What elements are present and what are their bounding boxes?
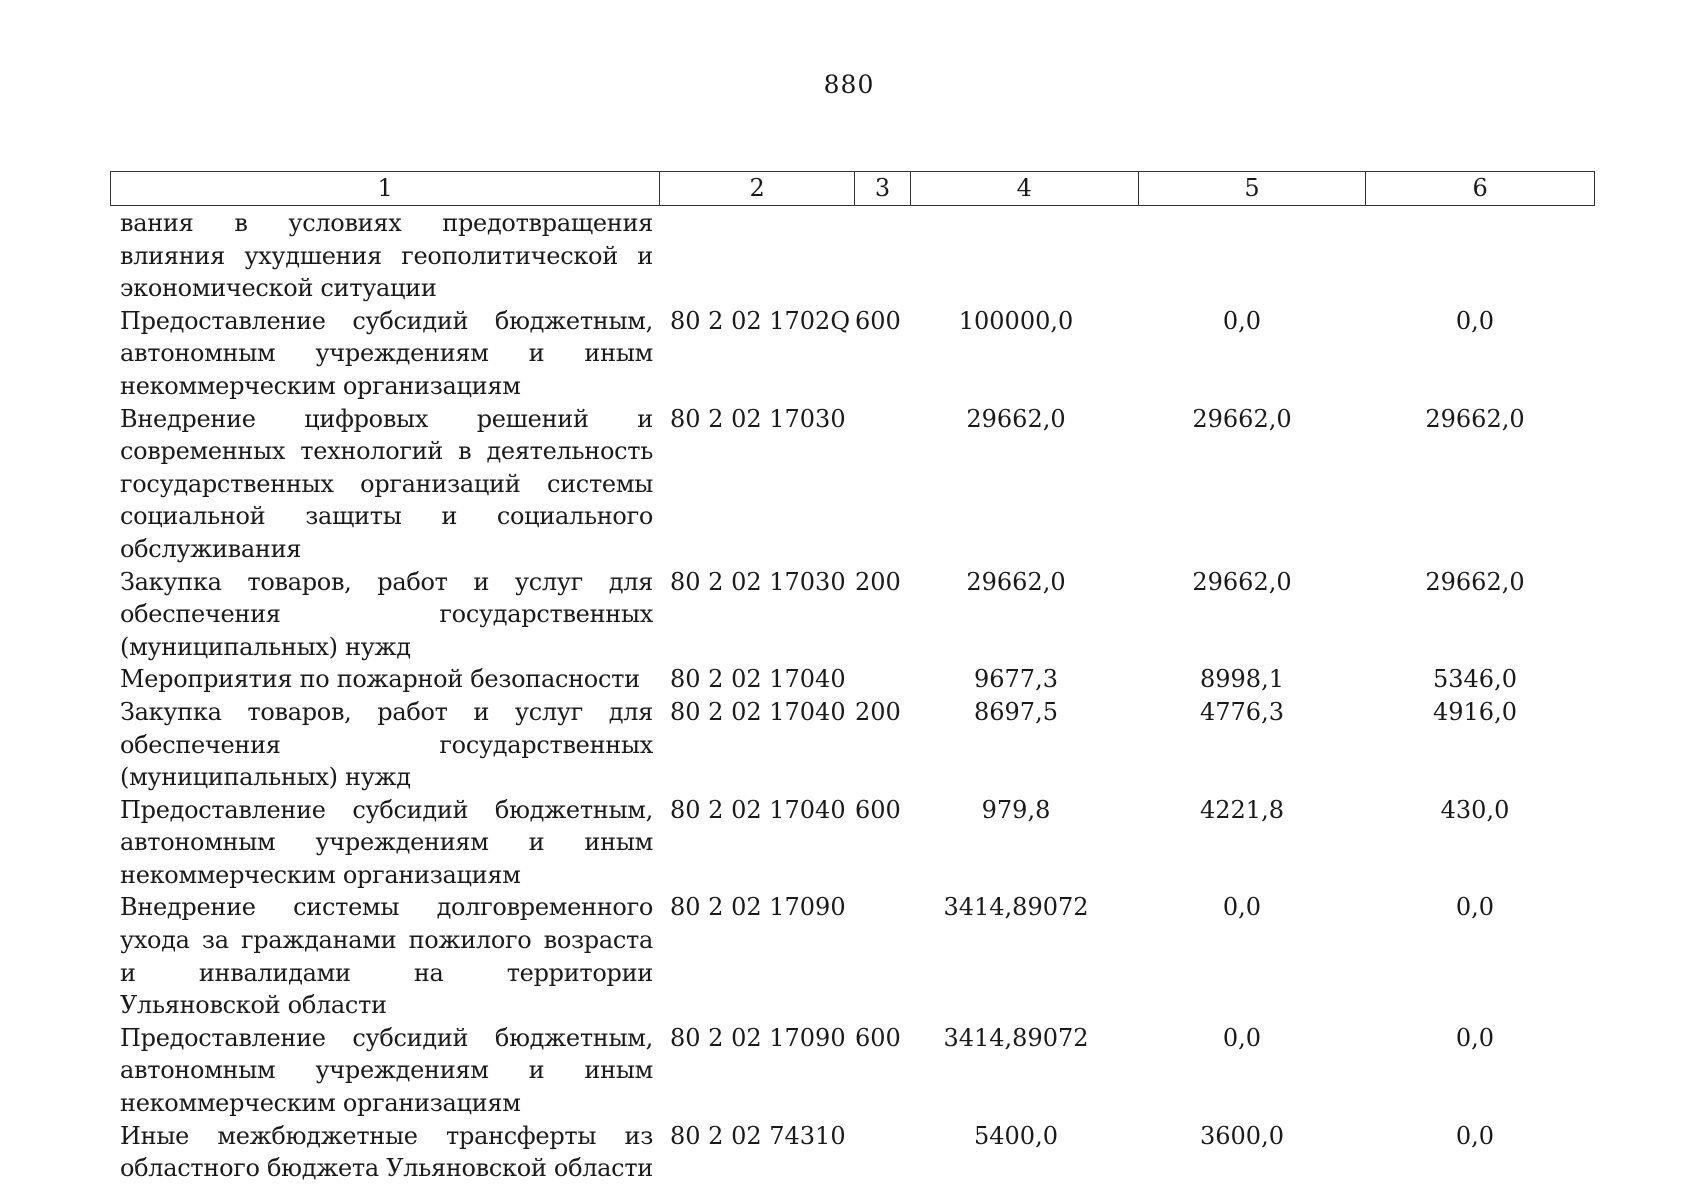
row-description: Предоставление субсидий бюджетным, автономным учреждениям и иным некоммерческим организациям <box>120 1023 653 1118</box>
row-type: 200 <box>855 567 901 596</box>
row-code: 80 2 02 17030 <box>670 567 846 596</box>
row-value-6: 4916,0 <box>1433 697 1517 726</box>
table-header <box>110 171 1595 206</box>
row-description: вания в условиях предотвращения влияния ухудшения геополитической и экономической ситуации <box>120 209 653 303</box>
row-value-4: 100000,0 <box>958 306 1074 335</box>
row-description: Внедрение системы долговременного ухода за гражданами пожилого возраста и инвалидами на территории Ульяновской области <box>120 893 653 1020</box>
header-col-5: 5 <box>1139 172 1367 205</box>
row-value-6: 0,0 <box>1455 306 1495 335</box>
header-col-2: 2 <box>660 172 855 205</box>
row-type: 200 <box>855 697 901 726</box>
row-value-6: 29662,0 <box>1425 404 1525 433</box>
row-description: Мероприятия по пожарной безопасности <box>120 665 640 694</box>
row-code: 80 2 02 17040 <box>670 665 846 694</box>
header-col-3: 3 <box>855 172 911 205</box>
table-row <box>110 696 1595 794</box>
row-description: Внедрение цифровых решений и современных технологий в деятельность государственных организаций системы социальной защиты и социального обслуживания <box>120 404 653 563</box>
row-value-6: 29662,0 <box>1425 567 1525 596</box>
row-value-5: 29662,0 <box>1192 567 1292 596</box>
row-value-5: 8998,1 <box>1200 665 1284 694</box>
row-value-4: 29662,0 <box>966 567 1066 596</box>
row-type: 600 <box>855 1023 901 1052</box>
row-code: 80 2 02 17090 <box>670 893 846 922</box>
row-description: Предоставление субсидий бюджетным, автономным учреждениям и иным некоммерческим организациям <box>120 795 653 889</box>
row-description: Закупка товаров, работ и услуг для обеспечения государственных (муниципальных) нужд <box>120 567 653 661</box>
row-code: 80 2 02 17040 <box>670 697 846 726</box>
header-col-6: 6 <box>1472 174 1488 202</box>
row-value-5: 29662,0 <box>1192 404 1292 433</box>
row-description: Предоставление субсидий бюджетным, автономным учреждениям и иным некоммерческим организациям <box>120 306 653 400</box>
row-type: 600 <box>855 306 901 335</box>
table-row <box>110 403 1595 566</box>
row-code: 80 2 02 74310 <box>670 1121 846 1150</box>
row-value-4: 3414,89072 <box>943 893 1089 922</box>
row-value-5: 0,0 <box>1222 1023 1262 1052</box>
row-value-4: 5400,0 <box>974 1121 1058 1150</box>
table-row <box>110 794 1595 892</box>
row-value-4: 3414,89072 <box>943 1023 1089 1052</box>
row-description: Закупка товаров, работ и услуг для обеспечения государственных (муниципальных) нужд <box>120 697 653 792</box>
table-row <box>110 207 1595 305</box>
row-value-4: 29662,0 <box>966 404 1066 433</box>
table-row <box>110 1120 1595 1185</box>
row-value-6: 0,0 <box>1455 1121 1495 1150</box>
header-col-4: 4 <box>911 172 1139 205</box>
row-value-5: 0,0 <box>1222 893 1262 922</box>
table-row <box>110 663 1595 696</box>
row-value-6: 430,0 <box>1440 795 1510 824</box>
row-code: 80 2 02 17040 <box>670 795 846 824</box>
table-row <box>110 891 1595 1021</box>
row-value-5: 0,0 <box>1222 306 1262 335</box>
row-value-6: 0,0 <box>1455 1023 1495 1052</box>
page-number: 880 <box>823 70 875 99</box>
row-value-5: 3600,0 <box>1200 1121 1284 1150</box>
table-row <box>110 1022 1595 1120</box>
row-description: Иные межбюджетные трансферты из областного бюджета Ульяновской области <box>120 1121 653 1183</box>
table-row <box>110 305 1595 403</box>
row-value-6: 0,0 <box>1455 893 1495 922</box>
row-value-5: 4776,3 <box>1200 697 1284 726</box>
row-code: 80 2 02 17030 <box>670 404 846 433</box>
row-value-6: 5346,0 <box>1433 665 1517 694</box>
header-col-1: 1 <box>111 172 660 205</box>
row-type: 600 <box>855 795 901 824</box>
row-value-4: 979,8 <box>981 795 1051 824</box>
row-value-4: 8697,5 <box>974 697 1058 726</box>
row-code: 80 2 02 1702Q <box>670 306 850 335</box>
row-value-4: 9677,3 <box>974 665 1058 694</box>
table-body <box>110 207 1595 1185</box>
row-value-5: 4221,8 <box>1200 795 1284 824</box>
table-row <box>110 566 1595 664</box>
row-code: 80 2 02 17090 <box>670 1023 846 1052</box>
